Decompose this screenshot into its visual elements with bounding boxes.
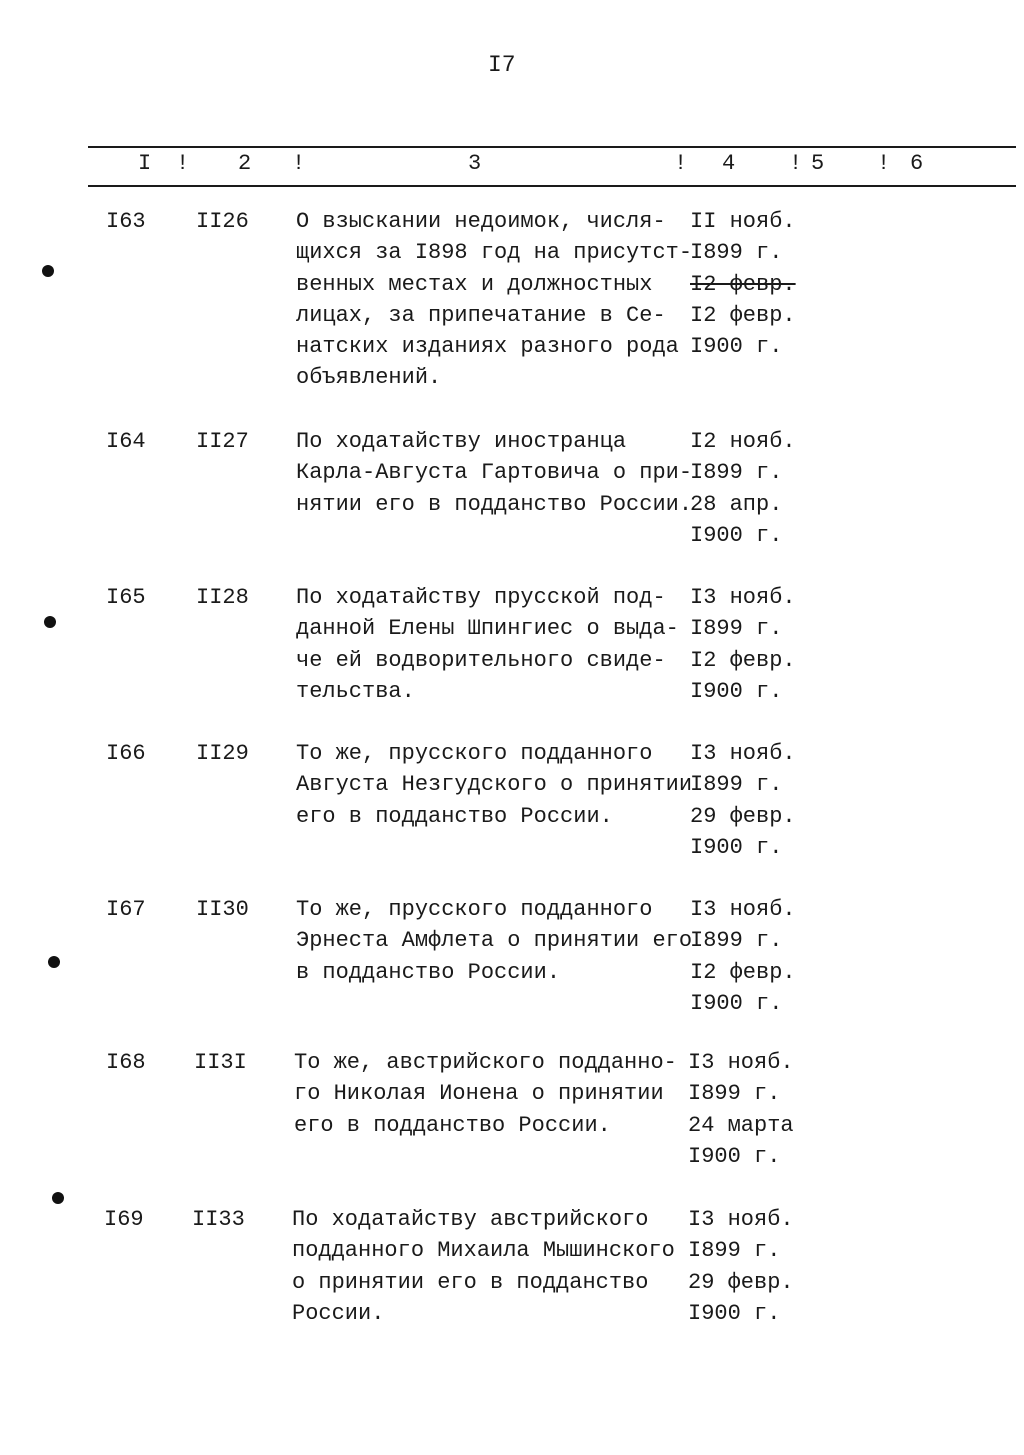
date-line: I900 г. (688, 1300, 781, 1326)
description-line: че ей водворительного свиде- (296, 647, 666, 673)
description-line: То же, прусского подданного (296, 897, 653, 922)
date-line: I2 февр. (690, 302, 796, 328)
header-rule-top (88, 146, 1016, 148)
date-line: I899 г. (688, 1081, 781, 1107)
date-line: I3 нояб. (690, 585, 796, 610)
date-line: I900 г. (690, 522, 783, 548)
date-line: 24 марта (688, 1112, 794, 1138)
date-line: I3 нояб. (688, 1050, 794, 1075)
case-number: II29 (196, 741, 249, 766)
case-number: II33 (192, 1207, 245, 1232)
case-description (296, 894, 692, 988)
date-line: I900 г. (690, 678, 783, 704)
header-separator: ! (674, 151, 688, 176)
date-line: I899 г. (690, 460, 783, 486)
header-separator: ! (292, 151, 306, 176)
date-line: 29 февр. (688, 1269, 794, 1295)
header-separator: ! (877, 151, 891, 176)
date-line: I900 г. (690, 990, 783, 1016)
case-description (296, 206, 692, 394)
case-dates (688, 1047, 794, 1172)
description-line: То же, австрийского подданно- (294, 1050, 677, 1075)
header-separator: ! (789, 151, 803, 176)
description-line: в подданство России. (296, 959, 561, 985)
header-col-4: 4 (722, 151, 736, 176)
header-rule-bottom (88, 185, 1016, 187)
header-col-5: 5 (811, 151, 825, 176)
date-line: I900 г. (688, 1143, 781, 1169)
row-number: I68 (106, 1050, 146, 1075)
case-dates (690, 738, 796, 863)
case-number: II28 (196, 585, 249, 610)
description-line: щихся за I898 год на присутст- (296, 240, 693, 266)
case-dates (688, 1204, 794, 1329)
header-separator: ! (176, 151, 190, 176)
description-line: объявлений. (296, 365, 442, 391)
date-line: II нояб. (690, 209, 796, 234)
case-description (292, 1204, 675, 1329)
date-line: I2 февр. (690, 647, 796, 673)
description-line: нятии его в подданство России. (296, 491, 693, 517)
description-line: О взыскании недоимок, числя- (296, 209, 666, 234)
date-line: I899 г. (690, 928, 783, 954)
date-line: I900 г. (690, 834, 783, 860)
description-line: его в подданство России. (296, 803, 613, 829)
punch-hole (42, 265, 54, 277)
description-line: Августа Незгудского о принятии (296, 772, 693, 798)
case-number: II30 (196, 897, 249, 922)
row-number: I67 (106, 897, 146, 922)
date-line: I899 г. (690, 772, 783, 798)
case-number: II26 (196, 209, 249, 234)
date-line: 29 февр. (690, 803, 796, 829)
row-number: I63 (106, 209, 146, 234)
punch-hole (52, 1192, 64, 1204)
case-number: II3I (194, 1050, 247, 1075)
case-dates (690, 426, 796, 551)
row-number: I64 (106, 429, 146, 454)
description-line: венных местах и должностных (296, 271, 653, 297)
description-line: То же, прусского подданного (296, 741, 653, 766)
case-dates (690, 894, 796, 1019)
row-number: I65 (106, 585, 146, 610)
case-number: II27 (196, 429, 249, 454)
header-col-6: 6 (910, 151, 924, 176)
description-line: го Николая Ионена о принятии (294, 1081, 664, 1107)
description-line: России. (292, 1300, 385, 1326)
case-description (294, 1047, 677, 1141)
punch-hole (44, 616, 56, 628)
date-line: 28 апр. (690, 491, 783, 517)
description-line: его в подданство России. (294, 1112, 611, 1138)
date-line: I899 г. (688, 1238, 781, 1264)
description-line: о принятии его в подданство (292, 1269, 649, 1295)
page-number: I7 (488, 52, 516, 78)
description-line: лицах, за припечатание в Се- (296, 302, 666, 328)
description-line: Эрнеста Амфлета о принятии его (296, 928, 693, 954)
date-line: I900 г. (690, 334, 783, 360)
punch-hole (48, 956, 60, 968)
case-description (296, 426, 692, 520)
row-number: I66 (106, 741, 146, 766)
date-line: I2 февр. (690, 959, 796, 985)
date-line: I3 нояб. (690, 897, 796, 922)
header-col-2: 2 (238, 151, 252, 176)
description-line: натских изданиях разного рода (296, 334, 679, 360)
case-dates (690, 206, 796, 362)
date-line-struck: I2 февр. (690, 271, 796, 297)
case-dates (690, 582, 796, 707)
description-line: По ходатайству австрийского (292, 1207, 649, 1232)
header-col-1: I (138, 151, 152, 176)
date-line: I899 г. (690, 616, 783, 642)
row-number: I69 (104, 1207, 144, 1232)
case-description (296, 738, 692, 832)
date-line: I899 г. (690, 240, 783, 266)
description-line: Карла-Августа Гартовича о при- (296, 460, 693, 486)
case-description (296, 582, 679, 707)
description-line: тельства. (296, 678, 415, 704)
description-line: По ходатайству прусской под- (296, 585, 666, 610)
description-line: подданного Михаила Мышинского (292, 1238, 675, 1264)
description-line: данной Елены Шпингиес о выда- (296, 616, 679, 642)
description-line: По ходатайству иностранца (296, 429, 627, 454)
date-line: I3 нояб. (688, 1207, 794, 1232)
date-line: I3 нояб. (690, 741, 796, 766)
date-line: I2 нояб. (690, 429, 796, 454)
header-col-3: 3 (468, 151, 482, 176)
